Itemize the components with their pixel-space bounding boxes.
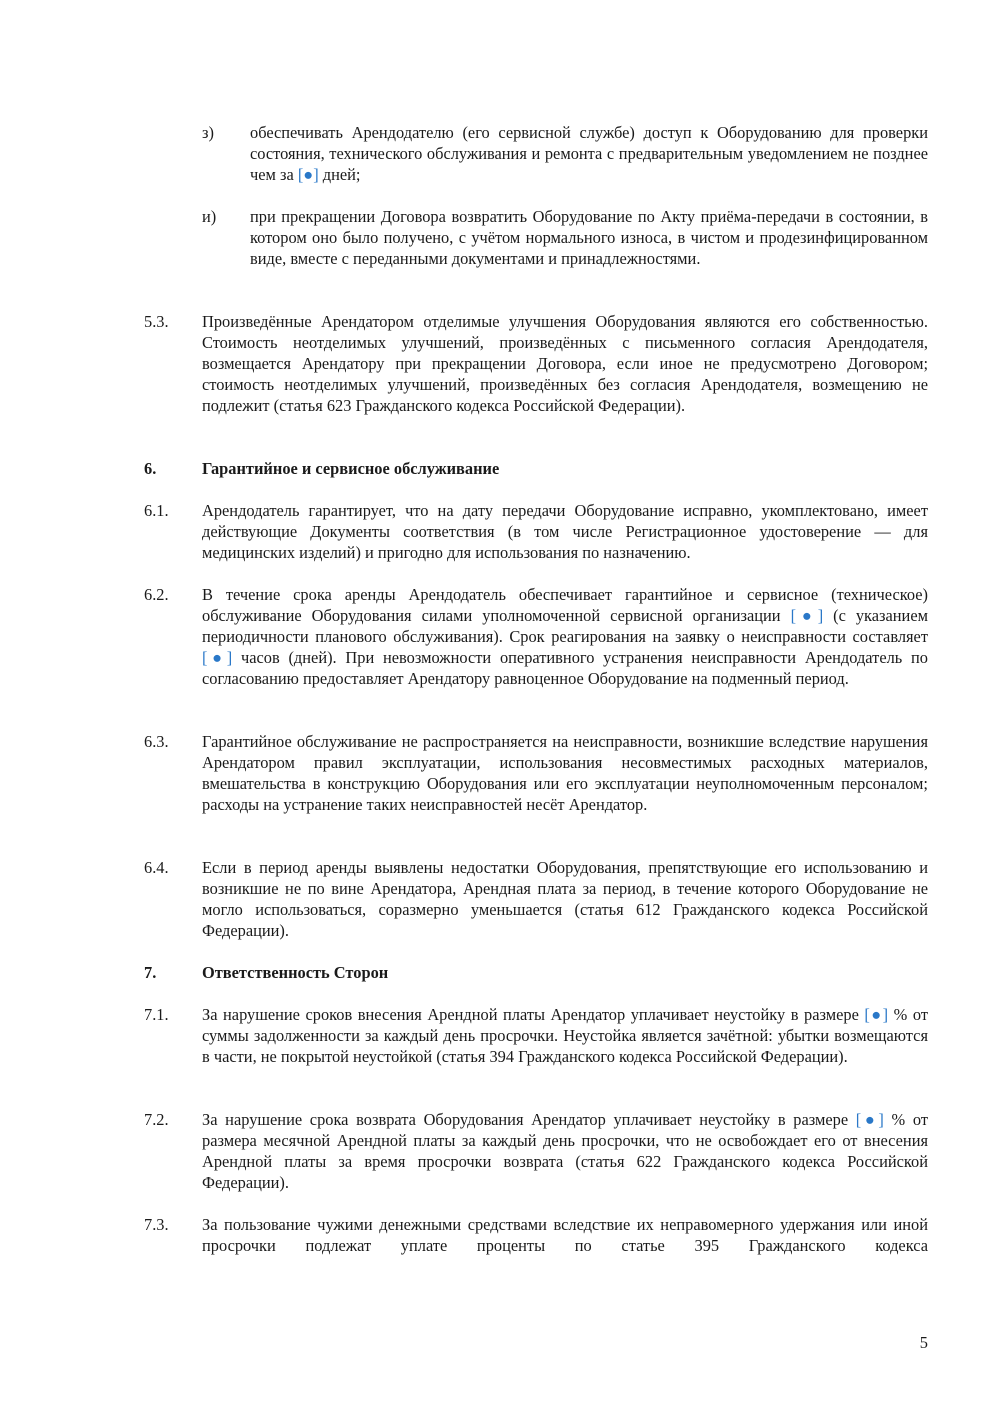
- placeholder-marker: [●]: [202, 648, 233, 667]
- clause-text: За нарушение срока возврата Оборудования Арендатор уплачивает неустойку в размере [●] % от размера месячной Арендной платы за каждый день просрочки, что не освобождает его от внесения Арендной платы за время просрочки возврата (статья 622 Гражданского кодекса Российской Федерации).: [202, 1110, 928, 1192]
- clause-7-1: [144, 1004, 928, 1067]
- placeholder-marker: [●]: [864, 1005, 889, 1024]
- clause-text: Гарантийное обслуживание не распространяется на неисправности, возникшие вследствие нарушения Арендатором правил эксплуатации, использования несовместимых расходных материалов, вмешательства в конструкцию Оборудования или его эксплуатации неуполномоченным персоналом; расходы на устранение таких неисправностей несёт Арендатор.: [202, 732, 928, 814]
- clause-number: 6.1.: [144, 501, 169, 520]
- placeholder-marker: [●]: [855, 1110, 884, 1129]
- clause-5-3: [144, 311, 928, 416]
- clause-text: Если в период аренды выявлены недостатки Оборудования, препятствующие его использованию и возникшие не по вине Арендатора, Арендная плата за период, в течение которого Оборудование не могло использоваться, соразмерно уменьшается (статья 612 Гражданского кодекса Российской Федерации).: [202, 858, 928, 940]
- clause-number: 7.1.: [144, 1005, 169, 1024]
- section-6-heading: [144, 458, 928, 479]
- clause-6-1: [144, 500, 928, 563]
- clause-text: В течение срока аренды Арендодатель обеспечивает гарантийное и сервисное (техническое) обслуживание Оборудования силами уполномоченной сервисной организации [●] (с указанием периодичности планового обслуживания). Срок реагирования на заявку о неисправности составляет [●] часов (дней). При невозможности оперативного устранения неисправности Арендодатель по согласованию предоставляет Арендатору равноценное Оборудование на подменный период.: [202, 585, 928, 688]
- clause-text: Произведённые Арендатором отделимые улучшения Оборудования являются его собственностью. Стоимость неотделимых улучшений, произведённых с письменного согласия Арендодателя, возмещается Арендатору при прекращении Договора, если иное не предусмотрено Договором; стоимость неотделимых улучшений, произведённых без согласия Арендодателя, возмещению не подлежит (статья 623 Гражданского кодекса Российской Федерации).: [202, 312, 928, 415]
- clause-6-2: [144, 584, 928, 689]
- clause-6-4: [144, 857, 928, 941]
- clause-number: 6.3.: [144, 732, 169, 751]
- clause-text: Арендодатель гарантирует, что на дату передачи Оборудование исправно, укомплектовано, имеет действующие Документы соответствия (в том числе Регистрационное удостоверение — для медицинских изделий) и пригодно для использования по назначению.: [202, 501, 928, 562]
- clause-number: 6.2.: [144, 585, 169, 604]
- clause-text: при прекращении Договора возвратить Оборудование по Акту приёма-передачи в состоянии, в котором оно было получено, с учётом нормального износа, в чистом и продезинфицированном виде, вместе с переданными документами и принадлежностями.: [250, 207, 928, 268]
- placeholder-marker: [●]: [297, 165, 319, 184]
- placeholder-marker: [●]: [790, 606, 824, 625]
- clause-number: и): [202, 207, 217, 226]
- clause-number: з): [202, 123, 214, 142]
- clause-number: 7.2.: [144, 1110, 169, 1129]
- section-title: Гарантийное и сервисное обслуживание: [202, 459, 500, 478]
- section-number: 7.: [144, 963, 157, 982]
- clause-text: За нарушение сроков внесения Арендной платы Арендатор уплачивает неустойку в размере [●] % от суммы задолженности за каждый день просрочки. Неустойка является зачётной: убытки возмещаются в части, не покрытой неустойкой (статья 394 Гражданского кодекса Российской Федерации).: [202, 1005, 928, 1066]
- clause-number: 5.3.: [144, 312, 169, 331]
- section-title: Ответственность Сторон: [202, 963, 389, 982]
- clause-7-3: [144, 1214, 928, 1256]
- clause-number: 7.3.: [144, 1215, 169, 1234]
- section-7-heading: [144, 962, 928, 983]
- clause-z: [144, 122, 928, 185]
- section-number: 6.: [144, 459, 157, 478]
- page-number: 5: [919, 1333, 928, 1352]
- clause-i: [144, 206, 928, 269]
- clause-text: обеспечивать Арендодателю (его сервисной службе) доступ к Оборудованию для проверки состояния, технического обслуживания и ремонта с предварительным уведомлением не позднее чем за [●] дней;: [250, 123, 928, 184]
- clause-text: За пользование чужими денежными средствами вследствие их неправомерного удержания или иной просрочки подлежат уплате проценты по статье 395 Гражданского кодекса: [202, 1215, 928, 1255]
- clause-7-2: [144, 1109, 928, 1193]
- clause-number: 6.4.: [144, 858, 169, 877]
- clause-6-3: [144, 731, 928, 815]
